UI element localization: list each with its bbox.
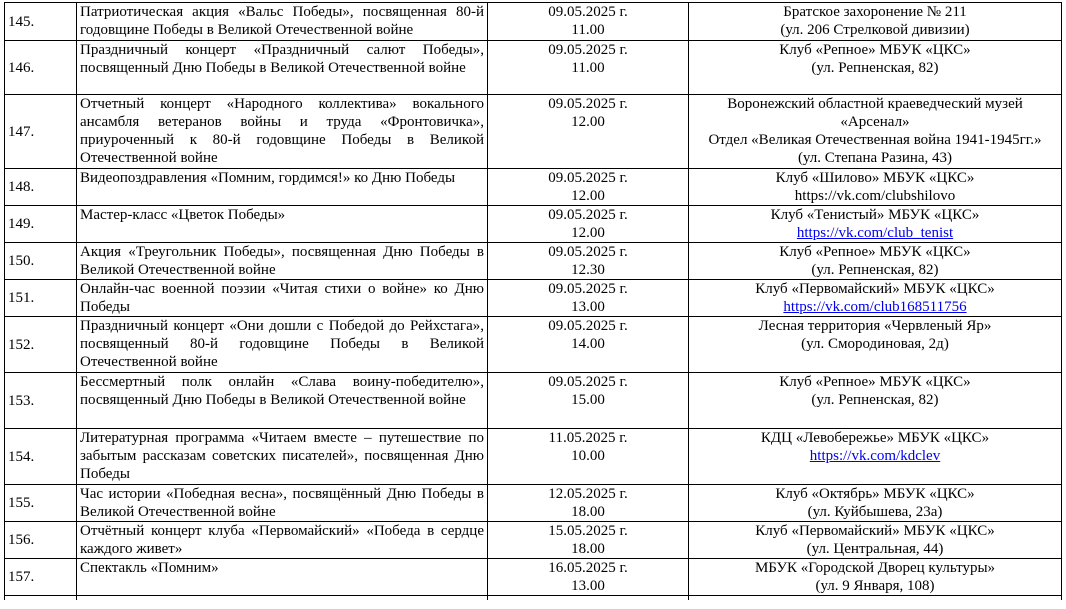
empty-cell [488, 596, 689, 601]
event-place [689, 429, 1062, 485]
event-time: 18.00 [571, 504, 605, 520]
event-place [689, 3, 1062, 41]
event-date: 09.05.2025 г. [548, 42, 628, 58]
place-line: (ул. Центральная, 44) [806, 541, 944, 557]
event-title: Литературная программа «Читаем вместе – путешествие по забытым рассказам советских писателей», посвященная Дню Победы [77, 429, 488, 485]
event-title: Праздничный концерт «Праздничный салют Победы», посвященный Дню Победы в Великой Отечественной войне [77, 41, 488, 95]
place-line: Лесная территория «Червленый Яр» [758, 318, 992, 334]
empty-cell [5, 596, 77, 601]
event-datetime [488, 522, 689, 559]
empty-cell [77, 596, 488, 601]
table-row [5, 243, 1062, 280]
event-time: 12.30 [571, 262, 605, 278]
place-line: (ул. Репненская, 82) [811, 60, 939, 76]
place-line: (ул. Куйбышева, 23а) [807, 504, 943, 520]
place-link-line [693, 298, 1057, 316]
event-time: 12.00 [571, 225, 605, 241]
event-time: 13.00 [571, 299, 605, 315]
row-number: 151. [5, 280, 77, 317]
event-time: 12.00 [571, 114, 605, 130]
table-row [5, 280, 1062, 317]
event-title: Отчетный концерт «Народного коллектива» вокального ансамбля ветеранов войны и труда «Фронтовичка», приуроченный к 80-й годовщине Победы в Великой Отечественной войне [77, 95, 488, 169]
vk-link[interactable]: https://vk.com/club168511756 [783, 299, 967, 315]
event-title: Отчётный концерт клуба «Первомайский» «Победа в сердце каждого живет» [77, 522, 488, 559]
table-row-continuation [5, 596, 1062, 601]
event-date: 09.05.2025 г. [548, 318, 628, 334]
table-row [5, 95, 1062, 169]
place-line: (ул. Степана Разина, 43) [797, 150, 953, 166]
event-datetime [488, 206, 689, 243]
place-line: Клуб «Шилово» МБУК «ЦКС» [775, 170, 975, 186]
place-line: (ул. Репненская, 82) [811, 392, 939, 408]
row-number: 146. [5, 41, 77, 95]
table-row [5, 485, 1062, 522]
place-line: Клуб «Октябрь» МБУК «ЦКС» [775, 486, 975, 502]
event-date: 09.05.2025 г. [548, 170, 628, 186]
event-datetime [488, 95, 689, 169]
event-date: 15.05.2025 г. [548, 523, 628, 539]
event-date: 12.05.2025 г. [548, 486, 628, 502]
row-number: 148. [5, 169, 77, 206]
table-row [5, 559, 1062, 596]
row-number: 153. [5, 373, 77, 429]
event-title: Видеопоздравления «Помним, гордимся!» ко Дню Победы [77, 169, 488, 206]
event-title: Онлайн-час военной поэзии «Читая стихи о войне» ко Дню Победы [77, 280, 488, 317]
event-datetime [488, 3, 689, 41]
place-line: (ул. Репненская, 82) [811, 262, 939, 278]
empty-cell [689, 596, 1062, 601]
place-line: МБУК «Городской Дворец культуры» [754, 560, 996, 576]
row-number: 149. [5, 206, 77, 243]
table-row [5, 206, 1062, 243]
place-link-line [693, 224, 1057, 242]
event-title: Час истории «Победная весна», посвящённый Дню Победы в Великой Отечественной войне [77, 485, 488, 522]
event-place [689, 485, 1062, 522]
event-place [689, 243, 1062, 280]
row-number: 157. [5, 559, 77, 596]
place-line: Клуб «Тенистый» МБУК «ЦКС» [770, 207, 980, 223]
event-time: 13.00 [571, 578, 605, 594]
place-line: КДЦ «Левобережье» МБУК «ЦКС» [760, 430, 990, 446]
event-place [689, 373, 1062, 429]
place-line: (ул. 9 Января, 108) [815, 578, 935, 594]
place-line: Клуб «Первомайский» МБУК «ЦКС» [755, 523, 995, 539]
table-row [5, 429, 1062, 485]
event-datetime [488, 41, 689, 95]
table-row [5, 373, 1062, 429]
event-date: 09.05.2025 г. [548, 96, 628, 112]
place-line: Братское захоронение № 211 [783, 4, 967, 20]
event-datetime [488, 280, 689, 317]
vk-link[interactable]: https://vk.com/club_tenist [796, 225, 954, 241]
place-line: Клуб «Репное» МБУК «ЦКС» [779, 244, 971, 260]
event-datetime [488, 169, 689, 206]
event-place [689, 317, 1062, 373]
event-time: 11.00 [571, 22, 605, 38]
event-date: 09.05.2025 г. [548, 4, 628, 20]
vk-link[interactable]: https://vk.com/kdclev [809, 448, 941, 464]
table-row [5, 169, 1062, 206]
place-line: Клуб «Первомайский» МБУК «ЦКС» [755, 281, 995, 297]
event-title: Спектакль «Помним» [77, 559, 488, 596]
place-line: (ул. 206 Стрелковой дивизии) [780, 22, 970, 38]
place-line: Воронежский областной краеведческий музей [727, 96, 1023, 112]
event-place [689, 280, 1062, 317]
row-number: 152. [5, 317, 77, 373]
table-row [5, 3, 1062, 41]
event-datetime [488, 559, 689, 596]
event-time: 15.00 [571, 392, 605, 408]
event-time: 10.00 [571, 448, 605, 464]
event-place [689, 169, 1062, 206]
row-number: 145. [5, 3, 77, 41]
event-place [689, 95, 1062, 169]
events-table-body [5, 3, 1062, 601]
table-row [5, 522, 1062, 559]
place-line: (ул. Смородиновая, 2д) [801, 336, 949, 352]
event-title: Мастер-класс «Цветок Победы» [77, 206, 488, 243]
events-table [4, 2, 1062, 600]
event-time: 14.00 [571, 336, 605, 352]
event-title: Патриотическая акция «Вальс Победы», посвященная 80-й годовщине Победы в Великой Отечественной войне [77, 3, 488, 41]
event-date: 09.05.2025 г. [548, 374, 628, 390]
row-number: 147. [5, 95, 77, 169]
place-line: Клуб «Репное» МБУК «ЦКС» [779, 374, 971, 390]
place-link-line [693, 447, 1057, 465]
place-line: «Арсенал» [840, 114, 910, 130]
event-date: 11.05.2025 г. [548, 430, 628, 446]
event-date: 09.05.2025 г. [548, 207, 628, 223]
table-row [5, 41, 1062, 95]
event-time: 12.00 [571, 188, 605, 204]
place-line: Отдел «Великая Отечественная война 1941-1945гг.» [708, 132, 1042, 148]
row-number: 155. [5, 485, 77, 522]
row-number: 154. [5, 429, 77, 485]
event-place [689, 41, 1062, 95]
event-date: 09.05.2025 г. [548, 244, 628, 260]
place-line: https://vk.com/clubshilovo [794, 188, 956, 204]
event-title: Бессмертный полк онлайн «Слава воину-победителю», посвященный Дню Победы в Великой Отечественной войне [77, 373, 488, 429]
place-line: Клуб «Репное» МБУК «ЦКС» [779, 42, 971, 58]
event-date: 09.05.2025 г. [548, 281, 628, 297]
event-place [689, 206, 1062, 243]
event-datetime [488, 373, 689, 429]
event-place [689, 522, 1062, 559]
event-datetime [488, 317, 689, 373]
event-datetime [488, 485, 689, 522]
event-datetime [488, 429, 689, 485]
row-number: 150. [5, 243, 77, 280]
table-row [5, 317, 1062, 373]
row-number: 156. [5, 522, 77, 559]
event-title: Праздничный концерт «Они дошли с Победой до Рейхстага», посвященный 80-й годовщине Победы в Великой Отечественной войне [77, 317, 488, 373]
event-datetime [488, 243, 689, 280]
event-place [689, 559, 1062, 596]
event-title: Акция «Треугольник Победы», посвященная Дню Победы в Великой Отечественной войне [77, 243, 488, 280]
event-time: 18.00 [571, 541, 605, 557]
event-time: 11.00 [571, 60, 605, 76]
event-date: 16.05.2025 г. [548, 560, 628, 576]
